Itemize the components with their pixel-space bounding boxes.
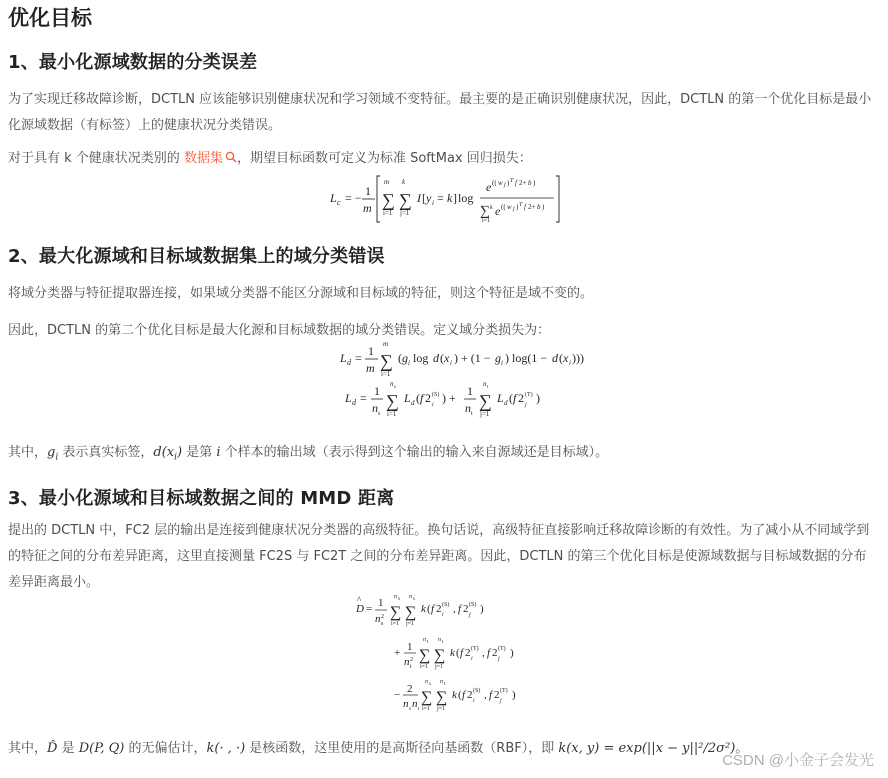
svg-text:m: m	[384, 178, 390, 186]
text: 是核函数，这里使用的是高斯径向基函数（RBF），即	[245, 741, 559, 756]
svg-text:s: s	[398, 597, 400, 602]
svg-text:k: k	[452, 689, 457, 701]
svg-text:i: i	[432, 199, 434, 207]
svg-text:n: n	[425, 679, 428, 685]
svg-text:): )	[507, 179, 510, 187]
svg-text:,: ,	[453, 603, 456, 615]
svg-text:∑: ∑	[382, 190, 395, 210]
svg-text:k: k	[450, 647, 455, 659]
svg-text:s: s	[381, 621, 384, 627]
svg-text:i: i	[473, 698, 475, 704]
svg-text:j: j	[525, 402, 527, 408]
svg-text:= −: = −	[345, 191, 362, 205]
watermark: CSDN @小金子会发光	[722, 752, 874, 769]
svg-text:(S): (S)	[432, 392, 440, 398]
svg-text:(: (	[559, 351, 563, 365]
svg-text:=: =	[366, 603, 373, 615]
math-dxi	[153, 445, 183, 463]
svg-text:(: (	[416, 391, 420, 405]
svg-text:=: =	[360, 391, 367, 405]
svg-text:t: t	[442, 640, 444, 645]
svg-text:t: t	[427, 640, 429, 645]
svg-text:n: n	[423, 637, 426, 643]
svg-text:,: ,	[482, 647, 485, 659]
svg-text:d: d	[411, 399, 415, 407]
svg-text:2: 2	[467, 689, 473, 701]
svg-text:f: f	[489, 689, 493, 701]
text: 对于具有 k 个健康状况类别的	[8, 151, 184, 166]
svg-text:): )	[512, 689, 516, 701]
math-dhat: D̂	[47, 741, 58, 756]
svg-text:s: s	[429, 682, 431, 687]
svg-text:f: f	[487, 647, 491, 659]
equation-domain-loss	[340, 340, 584, 420]
svg-text:((: ((	[501, 203, 506, 211]
svg-text:f: f	[513, 391, 517, 405]
svg-text:(: (	[427, 603, 431, 615]
svg-text:1: 1	[407, 641, 413, 653]
svg-text:]: ]	[453, 191, 457, 205]
section-3-heading: 3、最小化源域和目标域数据之间的 MMD 距离	[8, 488, 395, 509]
svg-text:∑: ∑	[405, 604, 417, 621]
svg-text:log: log	[458, 191, 474, 205]
svg-text:i: i	[450, 359, 452, 367]
svg-text:∑: ∑	[390, 604, 402, 621]
svg-text:i=1: i=1	[422, 706, 431, 712]
svg-text:j: j	[498, 656, 500, 662]
svg-text:1: 1	[365, 184, 371, 198]
svg-text:k: k	[402, 178, 406, 186]
svg-text:n: n	[483, 380, 487, 388]
text: i	[174, 452, 177, 463]
svg-text:x: x	[444, 351, 450, 365]
svg-text:w: w	[498, 179, 503, 187]
svg-text:d: d	[347, 358, 351, 367]
svg-text:i=1: i=1	[383, 209, 393, 217]
math-i: i	[216, 445, 221, 460]
svg-text:t: t	[418, 707, 420, 712]
svg-text:∑: ∑	[436, 689, 448, 706]
math-gi	[47, 445, 59, 463]
svg-text:d: d	[552, 351, 558, 365]
svg-text:∑: ∑	[421, 689, 433, 706]
svg-text:j=1: j=1	[406, 621, 415, 627]
section-2-paragraph-2: 因此，DCTLN 的第二个优化目标是最大化源和目标域数据的域分类错误。定义域分类损失为：	[8, 323, 551, 338]
svg-text:w: w	[507, 203, 512, 211]
svg-text:L: L	[330, 191, 337, 205]
svg-text:(T): (T)	[498, 646, 506, 652]
math-rbf: k(x, y) = exp(||x − y||²/2σ²)	[558, 741, 736, 756]
svg-text:))): )))	[572, 351, 584, 365]
svg-text:[: [	[422, 191, 426, 205]
text: 个样本的输出域（表示得到这个输出的输入来自源域还是目标域）。	[220, 445, 609, 460]
svg-text:f: f	[462, 689, 466, 701]
svg-text:(: (	[509, 391, 513, 405]
svg-text:f: f	[458, 603, 462, 615]
page-title: 优化目标	[8, 6, 92, 30]
svg-text:n: n	[440, 679, 443, 685]
text: 的无偏估计，	[124, 741, 207, 756]
svg-text:n: n	[412, 698, 418, 710]
svg-text:(T): (T)	[500, 688, 508, 694]
svg-text:t: t	[444, 682, 446, 687]
svg-text:t: t	[471, 411, 473, 417]
svg-text:s: s	[394, 385, 396, 390]
svg-text:f: f	[431, 603, 435, 615]
svg-text:i=1: i=1	[387, 410, 397, 418]
svg-text:1: 1	[368, 344, 374, 358]
svg-text:∑: ∑	[386, 391, 399, 411]
svg-text:g: g	[402, 351, 408, 365]
svg-text:(: (	[456, 647, 460, 659]
svg-text:c: c	[337, 198, 341, 207]
svg-text:e: e	[495, 204, 501, 218]
svg-text:=: =	[355, 351, 362, 365]
section-1-paragraph-2	[8, 146, 874, 172]
svg-text:i: i	[432, 402, 434, 408]
svg-text:l=1: l=1	[482, 218, 491, 224]
svg-text:s: s	[413, 597, 415, 602]
svg-text:−: −	[394, 689, 401, 701]
svg-text:1: 1	[467, 384, 473, 398]
svg-text:=: =	[437, 191, 444, 205]
dataset-link[interactable]: 数据集	[183, 151, 223, 166]
svg-text:i: i	[501, 359, 503, 367]
svg-text:t: t	[487, 385, 489, 390]
svg-text:j: j	[513, 206, 515, 212]
text: d(x	[153, 445, 175, 460]
svg-text:n: n	[409, 594, 412, 600]
math-kernel: k(· , ·)	[206, 741, 246, 756]
svg-text:x: x	[563, 351, 569, 365]
svg-text:1: 1	[378, 597, 384, 609]
equation-mmd	[350, 594, 550, 718]
svg-text:g: g	[495, 351, 501, 365]
svg-text:2: 2	[381, 614, 384, 620]
svg-text:T: T	[519, 202, 523, 208]
svg-text:T: T	[510, 178, 514, 184]
svg-text:^: ^	[357, 595, 362, 605]
svg-text:L: L	[404, 391, 411, 405]
svg-text:m: m	[363, 201, 372, 215]
text: 其中，	[8, 741, 48, 756]
math-dpq: D(P, Q)	[78, 741, 125, 756]
section-2-heading: 2、最大化源域和目标域数据集上的域分类错误	[8, 246, 385, 267]
svg-text:(T): (T)	[525, 392, 533, 398]
svg-text:s: s	[378, 411, 381, 417]
svg-text:i=1: i=1	[381, 370, 391, 378]
svg-text:f: f	[524, 203, 526, 211]
svg-text:j=1: j=1	[437, 706, 446, 712]
svg-text:2: 2	[463, 603, 469, 615]
svg-text:2: 2	[410, 657, 413, 663]
svg-text:(S): (S)	[473, 688, 481, 694]
section-3-paragraph-1: 提出的 DCTLN 中，FC2 层的输出是连接到健康状况分类器的高级特征。换句话说，高级特征直接影响迁移故障诊断的有效性。为了减小从不同域学到的特征之间的分布差异距离，这里直接测量 FC2S 与 FC2T 之间的分布差异距离。因此，DCTLN 的第三个优化目标是使源域数据与目标域数据的分布差异距离最小。	[8, 523, 870, 590]
svg-text:∑: ∑	[399, 190, 412, 210]
svg-text:): )	[536, 391, 540, 405]
svg-text:n: n	[375, 613, 381, 625]
svg-text:2: 2	[465, 647, 471, 659]
svg-text:j: j	[469, 612, 471, 618]
svg-text:2: 2	[492, 647, 498, 659]
svg-text:i: i	[471, 656, 473, 662]
svg-text:d: d	[352, 398, 356, 407]
svg-text:f: f	[515, 179, 517, 187]
svg-text:n: n	[390, 380, 394, 388]
svg-text:log: log	[413, 351, 429, 365]
svg-text:∑: ∑	[434, 647, 446, 664]
text: 是第	[182, 445, 217, 460]
svg-text:b: b	[537, 203, 541, 211]
text: )	[177, 445, 183, 460]
svg-text:j: j	[504, 182, 506, 188]
svg-text:L: L	[340, 351, 347, 365]
svg-text:i=1: i=1	[391, 621, 400, 627]
svg-text:n: n	[465, 401, 471, 415]
svg-text:): )	[533, 179, 536, 187]
svg-text:m: m	[366, 361, 375, 375]
svg-text:∑: ∑	[480, 204, 490, 219]
svg-text:n: n	[394, 594, 397, 600]
svg-text:j: j	[500, 698, 502, 704]
text: 表示真实标签，	[58, 445, 154, 460]
svg-text:2: 2	[407, 683, 413, 695]
text: 其中，	[8, 445, 48, 460]
svg-text:i: i	[408, 359, 410, 367]
svg-text:f: f	[420, 391, 424, 405]
section-1-heading: 1、最小化源域数据的分类误差	[8, 52, 258, 73]
svg-text:k: k	[490, 205, 493, 211]
svg-text:i: i	[569, 359, 571, 367]
svg-text:y: y	[426, 191, 432, 205]
text: g	[47, 445, 56, 460]
text: 。	[735, 741, 749, 756]
svg-text:k: k	[421, 603, 426, 615]
svg-text:i: i	[442, 612, 444, 618]
svg-text:) +: ) +	[442, 391, 456, 405]
svg-text:) + (1 −: ) + (1 −	[454, 351, 491, 365]
section-1-paragraph-1: 为了实现迁移故障诊断，DCTLN 应该能够识别健康状况和学习领域不变特征。最主要的是正确识别健康状况，因此，DCTLN 的第一个优化目标是最小化源域数据（有标签）上的健康状况分类错误。	[8, 92, 872, 133]
text: i	[55, 452, 59, 463]
svg-text:m: m	[383, 340, 389, 348]
search-icon[interactable]	[225, 151, 237, 163]
svg-text:1: 1	[374, 384, 380, 398]
svg-text:d: d	[504, 399, 508, 407]
text: ，期望目标函数可定义为标准 SoftMax 回归损失：	[236, 151, 532, 166]
svg-text:j=1: j=1	[480, 410, 490, 418]
svg-text:e: e	[486, 180, 492, 194]
svg-text:(: (	[458, 689, 462, 701]
svg-text:d: d	[433, 351, 439, 365]
svg-text:): )	[516, 203, 519, 211]
svg-text:(: (	[440, 351, 444, 365]
svg-text:f: f	[460, 647, 464, 659]
svg-text:j=1: j=1	[435, 664, 444, 670]
svg-text:(S): (S)	[442, 602, 450, 608]
svg-text:2: 2	[518, 391, 524, 405]
svg-text:2: 2	[436, 603, 442, 615]
section-2-paragraph-3	[8, 440, 874, 471]
svg-text:(T): (T)	[471, 646, 479, 652]
section-2-paragraph-1: 将域分类器与特征提取器连接，如果域分类器不能区分源域和目标域的特征，则这个特征是域不变的。	[8, 286, 594, 301]
svg-text:): )	[510, 647, 514, 659]
text: 是	[57, 741, 79, 756]
svg-text:j=1: j=1	[400, 209, 410, 217]
svg-text:n: n	[403, 698, 409, 710]
svg-text:): )	[480, 603, 484, 615]
svg-text:s: s	[409, 707, 411, 712]
equation-classification-loss	[320, 170, 580, 230]
svg-text:∑: ∑	[419, 647, 431, 664]
svg-text:((: ((	[492, 179, 497, 187]
svg-text:∑: ∑	[479, 391, 492, 411]
svg-text:): )	[542, 203, 545, 211]
svg-text:n: n	[372, 401, 378, 415]
svg-text:(S): (S)	[469, 602, 477, 608]
svg-text:L: L	[345, 391, 352, 405]
svg-text:n: n	[404, 656, 410, 668]
svg-text:k: k	[447, 191, 453, 205]
svg-text:D: D	[356, 603, 364, 615]
svg-text:) log(1 −: ) log(1 −	[505, 351, 548, 365]
svg-text:b: b	[528, 179, 532, 187]
svg-text:,: ,	[484, 689, 487, 701]
svg-text:t: t	[410, 664, 412, 670]
svg-text:L: L	[497, 391, 504, 405]
svg-text:I: I	[417, 191, 421, 205]
svg-text:(: (	[398, 351, 402, 365]
svg-text:2+: 2+	[528, 203, 536, 211]
svg-text:∑: ∑	[380, 351, 393, 371]
svg-text:n: n	[438, 637, 441, 643]
svg-text:2: 2	[494, 689, 500, 701]
svg-text:2+: 2+	[519, 179, 527, 187]
svg-text:2: 2	[425, 391, 431, 405]
svg-text:i=1: i=1	[420, 664, 429, 670]
svg-text:+: +	[394, 647, 401, 659]
